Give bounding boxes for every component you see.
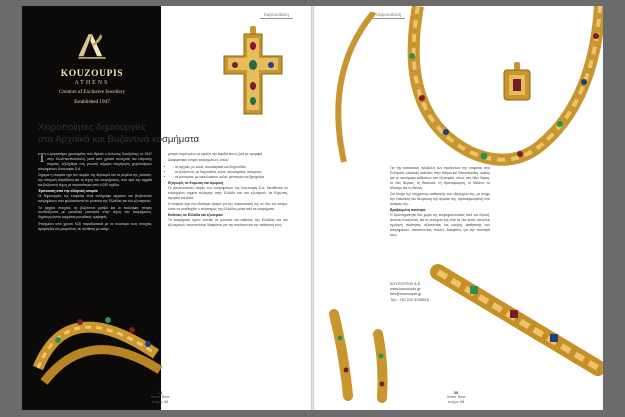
article-headline [38,122,288,145]
cross-pendant-photo [218,26,288,118]
subheading: Εκθέσεις σε Ελλάδα και εξωτερικό [168,213,223,218]
left-column-2 [168,152,288,230]
issue-label: τεύχος 68 [447,400,465,405]
page-number: 34 [157,390,163,395]
subheading: Εξαγωγές σε Ευρώπη και Αμερική [168,181,224,186]
email-link[interactable]: info@kouzoupis.gr [390,292,422,297]
brand-established: Established 1947 [74,99,110,105]
phone-number: Τηλ.: +30 210 3228518 [390,297,429,302]
right-section-tab: παρουσίαση [372,12,405,19]
paragraph: Για την κατασκευή προβολή των προϊόντων της εταιρείας στις Ελληνικές κλασικές εκθέσεις στην Αθήνα και Θεσσαλονίκη, καθώς και το πανόραμα εκθέσεων στο εξωτερικό, όπως στη Νέα Υόρκη, το Λας Βέγκας, τη Βασιλεία, τη Φρανκφούρτη, το Μιλάνο, το Μονάχο και τη Βιέννη. [390,166,490,190]
paragraph: Στο στόχο της σύγχρονης αισθητικής των εξαγωγών της, με στόχο την επέκταση και διεύρυνση της αγοράς της, προσαρμοσμένη στις ανάγκες της. [390,192,490,206]
earrings-photo [324,304,404,404]
list-item: • - τα μοντέρνα, με σκουλαρίκια, κολιέ, μενταγιόν και βραχιόλια [173,175,288,180]
website-link[interactable]: www.kouzoupis.gr [390,287,421,292]
list-item: • - τα αρχαία, με κολιέ, σκουλαρίκια και δαχτυλίδια [173,165,288,170]
brand-city: ATHENS [74,80,110,86]
page-number: 35 [453,390,459,395]
brand-name: KOUZOUPIS [60,69,124,79]
necklace-detail-photo [314,12,384,172]
headline-line-1: Χειροποίητες δημιουργίες [38,122,147,133]
left-folio [140,391,180,405]
square-pendant-photo [500,62,534,104]
right-folio [436,391,476,405]
paragraph: Φτιαγμένα από χρυσό Κ18 παραδοσιακά με τα πολύτιμα τους στοιχεία, σμαράγδια και ρουμπίνια, σε σύνθεση με ασήμι. [38,221,152,231]
collection-list [173,165,288,180]
company-name: ΚΟΥΖΟΥΠΗΣ Α.Ε. [390,282,422,286]
paragraph: Σήμερα η εταιρεία έχει τον ακριβό της θησαυρό και τα μεγάλα της γνώσεις: την ιστορική παράδοση και τη τέχνη του κοσμήματος, που τιμά την αρχαία και βυζαντινή τέχνη με περισσότερα από 4.000 σχέδια. [38,173,152,187]
paragraph: Οι δημιουργίες της εταιρείας είναι αντίγραφα αρχαίων και βυζαντινών κοσμημάτων που φυλάσσονται σε μουσεία της Ελλάδας και του εξωτερικού. [38,194,152,204]
headline-line-2: στα Αρχαϊκά και Βυζαντινά κοσμήματα [38,133,200,145]
dropcap: Τ [38,150,46,165]
right-page [314,6,603,410]
kouzoupis-logo-mark-icon [75,30,109,62]
paragraph: Η δραστηριότητα στο χώρο της κοσμηματοποιίας από τον ιδρυτή, Αντώνη Κουζούπη, και τη συνέχειά της από τη νέα γενιά, αποτελεί εγγύηση ποιότητας, αξιοπιστίας και υψηλής αισθητικής των κοσμημάτων, αποσπώντας πολλές διακρίσεις για την ποιότητά τους. [390,213,490,237]
paragraph: Τα κοσμήματα έχουν εκτεθεί σε μουσεία και εκθέσεις της Ελλάδας και του εξωτερικού, αποσπώντας διακρίσεις για την ποιότητα και την αισθητική τους. [168,218,288,228]
magazine-name: Jewel Time [446,395,466,400]
paragraph: Οι αποκλειστικές σειρές των κοσμημάτων της Kouzoupis S.A. διατίθενται σε επιλεγμένα σημεία πώλησης στην Ελλάδα και στο εξωτερικό, σε Ευρώπη, Αμερική και Ασία. [168,185,288,200]
paragraph: Τα αρχαία στοιχεία, τα βυζαντινά μοτίβα και οι πολύτιμες πέτρες συνδυάζονται με μοναδική μαεστρία στην τέχνη του κοσμήματος, δημιουργώντας κομμάτια μοναδικής ομορφιάς. [38,205,152,220]
magazine-name: Jewel Time [150,395,170,400]
brand-tagline: Creators of Exclusive Jewellery [58,89,126,95]
subheading: Έμπνευση από την ελληνική ιστορία [38,189,98,194]
brand-logo [32,30,152,106]
subheading: Βραβευμένη ποιότητα [390,208,426,213]
paragraph: Διαφορετικές σειρές κοσμημάτων, όπως: [168,158,230,163]
left-column-1 [38,152,152,233]
bar-bracelet-photo [430,252,603,380]
left-section-tab: παρουσίαση [260,12,293,19]
right-column-1 [390,166,490,239]
list-item: • - τα βυζαντινά, με δαχτυλίδια, κολιέ, σκουλαρίκια, σταυρούς [173,170,288,175]
issue-label: τεύχος 68 [151,400,169,405]
bracelet-photo [28,298,168,402]
intro-paragraph: ο εργαστήριο χρυσοχοΐας που ίδρυσε ο Αντώνης Κουζούπης το 1947 στην Κωνσταντινούπολη, μετά από χρόνια συνεχούς και επίμονης πορείας, εξελίχθηκε στη γνωστή σήμερα επιχείρηση χειροποίητων κοσμημάτων Kouzoupis S.A. [38,152,152,171]
left-page [22,6,311,410]
paragraph: Η εταιρεία έχει ένα ιδιαίτερο όραμα για την παρουσίασή της σε όλο τον κόσμο, ώστε να αναδειχθεί ο πολιτισμός της Ελλάδας μέσα από τα κοσμήματα. [168,202,288,212]
paragraph: μπορεί παρά μόνο να γεμίζει την καρδιά και τη ζωή με ομορφιά. [168,152,264,156]
